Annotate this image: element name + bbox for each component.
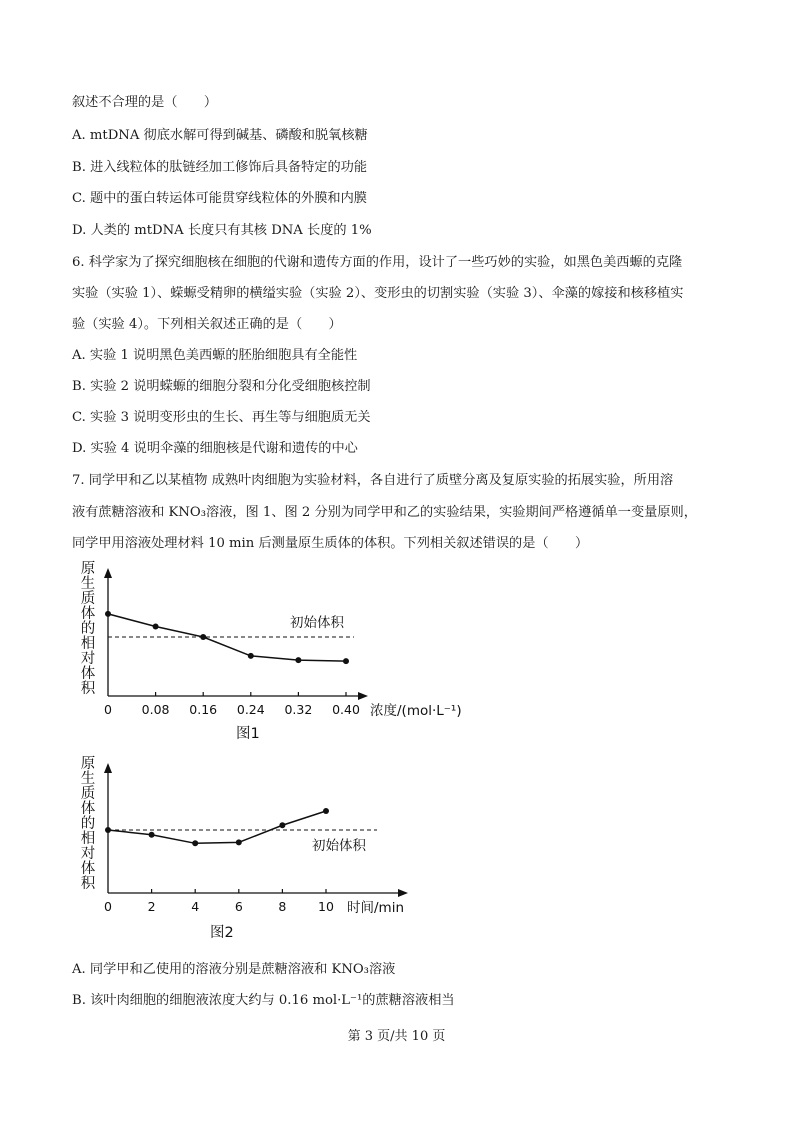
y-axis-label-char: 质 <box>80 591 96 607</box>
y-axis-label-char: 体 <box>80 801 96 817</box>
x-tick-label: 0.24 <box>236 702 265 717</box>
figure-2-chart <box>70 755 490 945</box>
q7-option-a: A. 同学甲和乙使用的溶液分别是蔗糖溶液和 KNO₃溶液 <box>72 962 396 977</box>
data-point <box>200 634 206 640</box>
data-point <box>323 808 329 814</box>
q6-option-c: C. 实验 3 说明变形虫的生长、再生等与细胞质无关 <box>72 410 371 425</box>
reference-line-label: 初始体积 <box>312 838 366 854</box>
q5-tail: 叙述不合理的是（ ） <box>72 95 218 110</box>
x-tick-label: 10 <box>318 899 334 914</box>
q6-option-d: D. 实验 4 说明伞藻的细胞核是代谢和遗传的中心 <box>72 441 358 456</box>
data-point <box>279 822 285 828</box>
data-point <box>343 658 349 664</box>
q5-option-a: A. mtDNA 彻底水解可得到碱基、磷酸和脱氧核糖 <box>72 128 368 143</box>
y-axis-label-char: 相 <box>80 636 96 652</box>
x-tick-label: 0.08 <box>141 702 170 717</box>
y-axis-label-char: 生 <box>80 576 96 592</box>
q5-option-c: C. 题中的蛋白转运体可能贯穿线粒体的外膜和内膜 <box>72 191 367 206</box>
x-axis-arrow <box>358 692 368 700</box>
series-line <box>108 811 326 843</box>
q6-stem-line-3: 验（实验 4）。下列相关叙述正确的是（ ） <box>72 317 342 332</box>
data-point <box>236 839 242 845</box>
data-point <box>248 653 254 659</box>
x-tick-label: 0 <box>104 899 112 914</box>
data-point <box>149 832 155 838</box>
y-axis-label-char: 体 <box>80 606 96 622</box>
x-tick-label: 8 <box>278 899 287 914</box>
y-axis-label-char: 对 <box>80 651 96 667</box>
y-axis-label-char: 积 <box>80 876 96 892</box>
x-tick-label: 2 <box>147 899 156 914</box>
y-axis-label-char: 质 <box>80 786 96 802</box>
x-axis-arrow <box>398 889 408 897</box>
figure-1-chart <box>70 560 490 745</box>
x-tick-label: 6 <box>234 899 243 914</box>
x-axis-label: 时间/min <box>347 900 405 916</box>
y-axis-label-char: 生 <box>80 771 96 787</box>
data-point <box>105 827 111 833</box>
data-point <box>192 840 198 846</box>
x-tick-label: 4 <box>191 899 200 914</box>
x-tick-label: 0.16 <box>189 702 218 717</box>
q7-stem-line-3: 同学甲用溶液处理材料 10 min 后测量原生质体的体积。下列相关叙述错误的是（ ） <box>72 536 589 551</box>
y-axis-label-char: 原 <box>80 561 96 577</box>
y-axis-label-char: 原 <box>80 756 96 772</box>
figure-caption: 图2 <box>210 925 234 941</box>
q7-stem-line-1: 7. 同学甲和乙以某植物 成熟叶肉细胞为实验材料，各自进行了质壁分离及复原实验的拓展实验，所用溶 <box>72 473 674 488</box>
q5-option-b: B. 进入线粒体的肽链经加工修饰后具备特定的功能 <box>72 160 368 175</box>
page-footer: 第 3 页/共 10 页 <box>347 1029 446 1044</box>
y-axis-label-char: 的 <box>80 621 96 637</box>
q7-stem-line-2: 液有蔗糖溶液和 KNO₃溶液，图 1、图 2 分别为同学甲和乙的实验结果，实验期间严格遵循单一变量原则， <box>72 505 697 520</box>
y-axis-label-char: 对 <box>80 846 96 862</box>
y-axis-label-char: 的 <box>80 816 96 832</box>
data-point <box>153 624 159 630</box>
x-tick-label: 0 <box>104 702 112 717</box>
q6-stem-line-2: 实验（实验 1）、蝾螈受精卵的横缢实验（实验 2）、变形虫的切割实验（实验 3）、伞藻的嫁接和核移植实 <box>72 286 684 301</box>
y-axis-label-char: 体 <box>80 861 96 877</box>
y-axis-label-char: 相 <box>80 831 96 847</box>
data-point <box>105 611 111 617</box>
q7-option-b: B. 该叶肉细胞的细胞液浓度大约与 0.16 mol·L⁻¹的蔗糖溶液相当 <box>72 993 455 1008</box>
data-point <box>295 657 301 663</box>
x-axis-label: 浓度/(mol·L⁻¹) <box>370 703 462 719</box>
y-axis-arrow <box>104 763 112 773</box>
y-axis-arrow <box>104 568 112 578</box>
q6-option-b: B. 实验 2 说明蝾螈的细胞分裂和分化受细胞核控制 <box>72 379 371 394</box>
q6-option-a: A. 实验 1 说明黑色美西螈的胚胎细胞具有全能性 <box>72 348 358 363</box>
figure-caption: 图1 <box>236 726 260 742</box>
x-tick-label: 0.40 <box>332 702 360 717</box>
reference-line-label: 初始体积 <box>290 615 344 631</box>
y-axis-label-char: 积 <box>80 681 96 697</box>
y-axis-label-char: 体 <box>80 666 96 682</box>
q5-option-d: D. 人类的 mtDNA 长度只有其核 DNA 长度的 1% <box>72 223 372 238</box>
x-tick-label: 0.32 <box>284 702 313 717</box>
q6-stem-line-1: 6. 科学家为了探究细胞核在细胞的代谢和遗传方面的作用，设计了一些巧妙的实验，如黑色美西螈的克隆 <box>72 255 683 270</box>
